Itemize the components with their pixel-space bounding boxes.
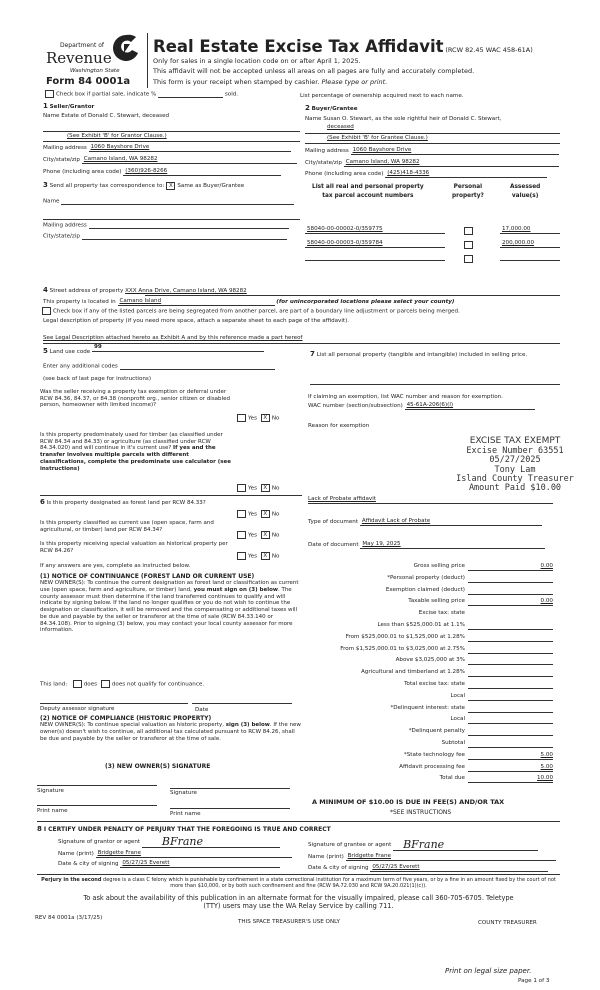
grantor-date-row: Date & city of signing 05/27/25 Everett	[58, 860, 280, 868]
notice1: (1) NOTICE OF CONTINUANCE (FOREST LAND OR CURRENT USE) NEW OWNER(S): To continue the current designation as forest land or classification as current use (open space, farm and agriculture, or timber) land, you must sign on (3) below. The county assessor must then determine if the land transferred continues to qualify and will indicate by signing below. If the land no longer qualifies or you do not wish to continue the designation or classification, it will be removed and the compensating or additional taxes will be due and payable by the seller or transferor at the time of sale (RCW 84.33.140 or 84.34.108). Prior to signing (3) below, you may contact your local county assessor for more information.	[40, 573, 299, 634]
notice3-title: (3) NEW OWNER(S) SIGNATURE	[105, 763, 211, 770]
yes-checkbox[interactable]	[237, 510, 246, 518]
street-address[interactable]: XXX Anna Drive, Camano Island, WA 98282	[125, 288, 247, 294]
reason-row	[308, 496, 553, 504]
fee-label: Gross selling price	[413, 563, 465, 569]
continuance-row: This land: does does not qualify for continuance.	[40, 681, 205, 688]
perjury-notice: Perjury in the second degree is a class C felony which is punishable by confinement in a state correctional institution for a maximum term of five years, or by a fine in an amount fixed by the court of not more than $10,000, or by both such confinement and fine (RCW 9A.72.030 and RCW 9A.20.021(1)(c)).	[41, 877, 556, 889]
question-4: Is this property classified as current use (open space, farm and agricultural, or timber) land per RCW 84.34?	[40, 520, 214, 533]
buyer-phone[interactable]: (425)418-4336	[385, 170, 547, 178]
legal-description[interactable]: See Legal Description attached hereto as Exhibit A and by this reference made a part hereof	[43, 335, 303, 341]
assessed-value[interactable]: 17,000.00	[500, 226, 560, 234]
wac-row: WAC number (section/subsection) 45-61A-206(6)(l)	[308, 402, 535, 410]
form-number: Form 84 0001a	[46, 76, 131, 87]
certify-heading: 8 I CERTIFY UNDER PENALTY OF PERJURY THAT THE FOREGOING IS TRUE AND CORRECT	[37, 825, 331, 833]
seller-heading: 1 Seller/Grantor	[43, 102, 95, 110]
dept-label: Department of	[60, 42, 104, 49]
fee-value[interactable]	[468, 669, 553, 677]
fee-value[interactable]	[468, 575, 553, 583]
notice2: (2) NOTICE OF COMPLIANCE (HISTORIC PROPERTY) NEW OWNER(S): To continue special valuation as historic property, sign (3) below. If the new owner(s) doesn't wish to continue, all additional tax calculated pursuant to RCW 84.26, shall be due and payable by the seller or transferor at the time of sale.	[40, 715, 301, 742]
assessed-value[interactable]	[500, 254, 560, 261]
deputy-date-label: Date	[195, 707, 209, 713]
corr-city-field[interactable]	[82, 233, 287, 240]
see-back-note: (see back of last page for instructions)	[43, 376, 152, 382]
fee-value[interactable]: 10.00	[468, 775, 553, 783]
header-divider	[147, 33, 148, 88]
personal-property-checkbox[interactable]	[464, 227, 473, 235]
fee-label: *Delinquent interest: state	[390, 704, 465, 711]
county-treasurer: COUNTY TREASURER	[478, 920, 537, 926]
owner-signature-label-2: Signature	[170, 790, 197, 796]
fee-label: Subtotal	[441, 740, 465, 746]
assessed-header: Assessed value(s)	[510, 184, 541, 199]
fee-label: Less than $525,000.01 at 1.1%	[377, 622, 465, 628]
partial-sale-row: Check box if partial sale, indicate % sold.	[43, 90, 238, 98]
if-yes-note: If any answers are yes, complete as instructed below.	[40, 563, 191, 569]
same-as-buyer-checkbox[interactable]: X	[166, 182, 175, 190]
grantor-signature-row: Signature of grantor or agent BFrane	[58, 836, 280, 848]
buyer-name-2[interactable]: deceased	[327, 124, 354, 130]
no-checkbox[interactable]: X	[261, 510, 270, 518]
legal-paper-note: Print on legal size paper.	[445, 967, 532, 975]
seller-mailing[interactable]: 1060 Bayshore Drive	[89, 144, 291, 152]
corr-mailing-row: Mailing address	[43, 222, 289, 229]
personal-header: Personal property?	[452, 184, 484, 199]
grantor-signature[interactable]: BFrane	[142, 836, 280, 848]
no-checkbox[interactable]: X	[261, 552, 270, 560]
fee-label: *Personal property (deduct)	[387, 574, 465, 581]
fee-label: Total due	[439, 775, 465, 782]
page-title: Real Estate Excise Tax Affidavit (RCW 82.45 WAC 458-61A)	[153, 37, 533, 56]
legal-label: Legal description of property (if you need more space, attach a separate sheet to each page of the affidavit).	[43, 318, 350, 324]
doc-date-row: Date of document May 19, 2025	[308, 541, 545, 549]
corr-city-row: City/state/zip	[43, 233, 287, 240]
page-number: Page 1 of 3	[518, 978, 550, 984]
deputy-label: Deputy assessor signature	[40, 706, 115, 712]
fee-label: *State technology fee	[403, 751, 465, 758]
ownership-note: List percentage of ownership acquired next to each name.	[300, 93, 464, 99]
fee-label: From $1,525,000.01 to $3,025,000 at 2.75%	[340, 645, 465, 652]
fee-value[interactable]	[468, 681, 553, 689]
no-checkbox[interactable]: X	[261, 531, 270, 539]
parcels-header: List all real and personal property tax parcel account numbers	[312, 184, 424, 199]
does-not-checkbox[interactable]	[101, 680, 110, 688]
grantee-name-row: Name (print) Bridgette Frane	[308, 853, 556, 861]
grantor-date[interactable]: 05/27/25 Everett	[120, 860, 280, 868]
fee-value[interactable]	[468, 622, 553, 630]
land-use-code[interactable]: 99	[92, 344, 264, 352]
fee-label: Local	[450, 692, 465, 699]
fee-value[interactable]: 5.00	[468, 764, 553, 772]
seller-mailing-row: Mailing address 1060 Bayshore Drive	[43, 144, 291, 152]
reason-label: Reason for exemption	[308, 423, 370, 429]
excise-stamp: EXCISE TAX EXEMPT Excise Number 63551 05/27/2025 Tony Lam Island County Treasurer Amount Paid $10.00	[456, 436, 574, 494]
fee-label: From $525,000.01 to $1,525,000 at 1.28%	[345, 633, 465, 640]
grantee-signature-row: Signature of grantee or agent BFrane	[308, 839, 538, 851]
state-label: Washington State	[70, 68, 120, 74]
doc-type-field[interactable]: Affidavit Lack of Probate	[360, 518, 542, 526]
buyer-city[interactable]: Camano Island, WA 98282	[344, 159, 559, 167]
see-instructions: *SEE INSTRUCTIONS	[390, 809, 452, 816]
fee-label: Taxable selling price	[408, 598, 465, 605]
treasurer-space: THIS SPACE TREASURER'S USE ONLY	[238, 919, 340, 925]
fee-label: Affidavit processing fee	[399, 763, 465, 770]
subtitle-1: Only for sales in a single location code on or after April 1, 2025.	[153, 57, 361, 65]
exempt-label: If claiming an exemption, list WAC number and reason for exemption.	[308, 394, 503, 400]
partial-sale-checkbox[interactable]	[45, 90, 54, 98]
segregate-checkbox[interactable]	[42, 307, 51, 315]
yes-checkbox[interactable]	[237, 484, 246, 492]
doc-type-row: Type of document Affidavit Lack of Probate	[308, 518, 542, 526]
question-1: Was the seller receiving a property tax exemption or deferral under RCW 84.36, 84.37, or 84.38 (nonprofit org., senior citizen or disabled person, homeowner with limited income)?	[40, 389, 230, 409]
fee-label: Local	[450, 716, 465, 723]
doc-date-field[interactable]: May 19, 2025	[360, 541, 545, 549]
yes-no-row: Yes X No	[235, 414, 279, 422]
fee-value[interactable]	[468, 646, 553, 654]
fee-label: Above $3,025,000 at 3%	[395, 657, 465, 664]
fee-value[interactable]	[468, 740, 553, 748]
located-field[interactable]: Camano Island	[118, 298, 275, 306]
buyer-heading: 2 Buyer/Grantee	[305, 104, 358, 112]
grantee-signature[interactable]: BFrane	[393, 839, 538, 851]
question-5: Is this property receiving special valuation as historical property per RCW 84.26?	[40, 541, 228, 554]
personal-property-checkbox[interactable]	[464, 255, 473, 263]
fee-label: Total excise tax: state	[404, 681, 465, 687]
fee-value[interactable]: 5.00	[468, 752, 553, 760]
grantee-name[interactable]: Bridgette Frane	[346, 853, 556, 861]
seller-name[interactable]: Estate of Donald C. Stewart, deceased	[61, 113, 170, 119]
fee-label: *Delinquent penalty	[408, 728, 465, 735]
fee-value[interactable]	[468, 716, 553, 724]
buyer-name-3[interactable]: (See Exhibit 'B' for Grantee Clause.)	[327, 135, 428, 141]
yes-checkbox[interactable]	[237, 552, 246, 560]
alt-format-notice: To ask about the availability of this publication in an alternate format for the visually impaired, please call 360-705-6705. Teletype (TTY) users may use the WA Relay Service by calling 711.	[83, 894, 514, 910]
question-2: Is this property predominately used for timber (as classified under RCW 84.34 and 84.33) or agriculture (as classified under RCW 84.34.020) and will continue in it's current use? If yes and the transfer involves multiple parcels with different classifications, complete the predominate use calculator (see instructions)	[40, 432, 231, 472]
fee-value[interactable]: 0.00	[468, 598, 553, 606]
fee-value[interactable]: 0.00	[468, 563, 553, 571]
form-revision: REV 84 0001a (3/17/25)	[35, 915, 103, 921]
wac-field[interactable]: 45-61A-206(6)(l)	[405, 402, 535, 410]
dor-logo-icon	[112, 33, 140, 63]
no-checkbox[interactable]: X	[261, 414, 270, 422]
corr-mailing-field[interactable]	[89, 222, 289, 229]
grantor-name-row: Name (print) Bridgette Frane	[58, 850, 292, 858]
grantor-name[interactable]: Bridgette Frane	[96, 850, 292, 858]
additional-codes-field[interactable]	[120, 363, 275, 370]
question-3: 6 Is this property designated as forest land per RCW 84.33?	[40, 498, 206, 506]
buyer-mailing[interactable]: 1060 Bayshore Drive	[351, 147, 559, 155]
fee-value[interactable]	[468, 657, 553, 665]
seller-name-row: Name Estate of Donald C. Stewart, deceased	[43, 113, 170, 119]
fee-value[interactable]	[468, 587, 553, 595]
yes-checkbox[interactable]	[237, 414, 246, 422]
buyer-phone-row: Phone (including area code) (425)418-4336	[305, 170, 547, 178]
owner-print-name-1: Print name	[37, 808, 68, 814]
partial-percent-field[interactable]	[158, 91, 223, 98]
seller-city[interactable]: Camano Island, WA 98282	[82, 156, 297, 164]
corr-name-field[interactable]	[61, 198, 294, 205]
yes-no-row: Yes X No	[235, 510, 279, 518]
seller-phone-row: Phone (including area code) (360)926-8266	[43, 168, 281, 176]
seller-name-2[interactable]: (See Exhibit 'B' for Grantor Clause.)	[67, 133, 167, 139]
owner-print-name-2: Print name	[170, 811, 201, 817]
assessed-value[interactable]: 200,000.00	[500, 240, 560, 248]
land-use-row: 5 Land use code 99	[43, 347, 264, 356]
minimum-due: A MINIMUM OF $10.00 IS DUE IN FEE(S) AND/OR TAX	[312, 798, 505, 806]
yes-no-row: Yes X No	[235, 484, 279, 492]
fee-value[interactable]	[468, 705, 553, 713]
fee-value[interactable]	[468, 728, 553, 736]
no-checkbox[interactable]: X	[261, 484, 270, 492]
correspondence-row: 3 Send all property tax correspondence to: X Same as Buyer/Grantee	[43, 181, 245, 189]
additional-codes-row: Enter any additional codes	[43, 363, 275, 370]
fee-value[interactable]	[468, 693, 553, 701]
corr-name-row: Name	[43, 198, 294, 205]
buyer-mailing-row: Mailing address 1060 Bayshore Drive	[305, 147, 559, 155]
grantee-date[interactable]: 05/27/25 Everett	[370, 864, 548, 872]
fee-label: Excise tax: state	[418, 610, 465, 617]
street-row: 4 Street address of property XXX Anna Drive, Camano Island, WA 98282	[43, 286, 247, 294]
fee-value[interactable]	[468, 634, 553, 642]
yes-no-row: Yes X No	[235, 552, 279, 560]
parcel-number[interactable]	[305, 254, 445, 261]
yes-no-row: Yes X No	[235, 531, 279, 539]
segregate-row: Check box if any of the listed parcels are being segregated from another parcel, are part of a boundary line adjustment or parcels being merged.	[40, 307, 460, 315]
located-row: This property is located in Camano Island (for unincorporated locations please select your county)	[43, 298, 455, 305]
personal-property-checkbox[interactable]	[464, 241, 473, 249]
does-checkbox[interactable]	[73, 680, 82, 688]
fee-label: Agricultural and timberland at 1.28%	[360, 669, 465, 676]
buyer-city-row: City/state/zip Camano Island, WA 98282	[305, 159, 559, 167]
owner-signature-label-1: Signature	[37, 788, 64, 794]
fee-label: Exemption claimed (deduct)	[385, 586, 465, 593]
personal-property-label: 7 List all personal property (tangible and intangible) included in selling price.	[310, 350, 528, 358]
revenue-logo-text: Revenue	[46, 49, 112, 67]
parcel-number[interactable]: 58040-00-00002-0/359775	[305, 226, 445, 234]
grantee-date-row: Date & city of signing 05/27/25 Everett	[308, 864, 548, 872]
seller-city-row: City/state/zip Camano Island, WA 98282	[43, 156, 297, 164]
buyer-name[interactable]: Susan O. Stewart, as the sole rightful heir of Donald C. Stewart,	[323, 116, 502, 122]
subtitle-2: This affidavit will not be accepted unless all areas on all pages are fully and accurately completed.	[153, 67, 475, 75]
seller-phone[interactable]: (360)926-8266	[123, 168, 281, 176]
subtitle-3: This form is your receipt when stamped by cashier. Please type or print.	[153, 78, 388, 86]
buyer-name-row: Name Susan O. Stewart, as the sole rightful heir of Donald C. Stewart,	[305, 116, 502, 122]
yes-checkbox[interactable]	[237, 531, 246, 539]
reason-field[interactable]: Lack of Probate affidavit	[308, 496, 553, 504]
parcel-number[interactable]: 58040-00-00003-0/359784	[305, 240, 445, 248]
